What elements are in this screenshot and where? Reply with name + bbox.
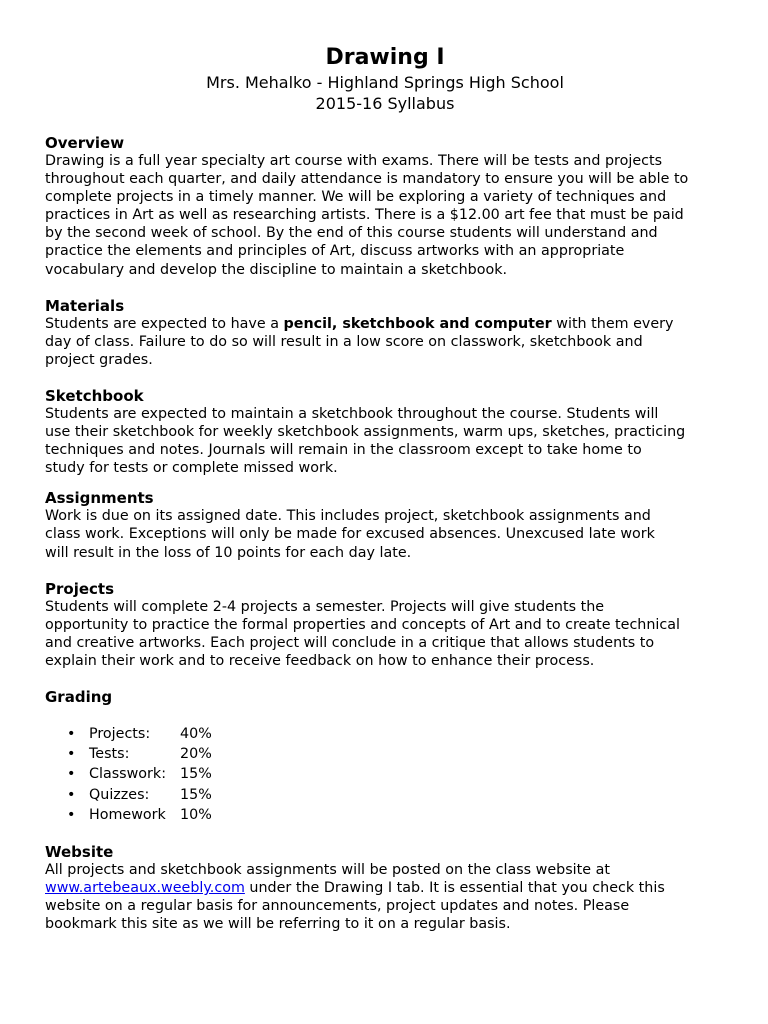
projects-heading: Projects: [45, 579, 115, 598]
overview-text: Drawing is a full year specialty art course with exams. There will be tests and projects throughout each quarter, and daily attendance is mandatory to ensure you will be able to complete projects in a timely manner. We will be exploring a variety of techniques and practices in Art as well as researching artists. There is a $12.00 art fee that must be paid by the second week of school. By the end of this course students will understand and practice the elements and principles of Art, discuss artworks with an appropriate vocabulary and develop the discipline to maintain a sketchbook.: [45, 153, 689, 278]
materials-section: [45, 297, 735, 369]
grading-value: 10%: [180, 806, 212, 823]
materials-text: [45, 315, 735, 369]
website-section: [45, 843, 735, 933]
grading-value: 15%: [180, 766, 212, 783]
grading-label: Projects:: [89, 725, 151, 742]
assignments-text: Work is due on its assigned date. This includes project, sketchbook assignments and class work. Exceptions will only be made for excused absences. Unexcused late work will result in the loss of 10 points for each day late.: [45, 508, 655, 561]
sketchbook-section: [45, 387, 735, 477]
grading-value: 15%: [180, 786, 212, 803]
website-text-rest: under the Drawing I tab. It is essential that you check this website on a regular basis for announcements, project updates and notes. Please bookmark this site as we will be referring to it on a regular basis.: [45, 880, 665, 933]
grading-label: Quizzes:: [89, 786, 150, 803]
bullet-icon: •: [67, 725, 76, 742]
grading-section: [45, 688, 735, 825]
materials-text-end: with them every day of class. Failure to do so will result in a low score on classwork, sketchbook and project grades.: [45, 315, 674, 368]
grading-item-quizzes: [67, 785, 735, 805]
assignments-heading: Assignments: [45, 489, 154, 508]
materials-text-start: Students are expected to have a: [45, 315, 284, 332]
website-heading: Website: [45, 842, 114, 861]
overview-heading: Overview: [45, 134, 125, 152]
sketchbook-text: Students are expected to maintain a sketchbook throughout the course. Students will use their sketchbook for weekly sketchbook assignments, warm ups, sketches, practicing techniques and notes. Journals will remain in the classroom except to take home to study for tests or complete missed work.: [45, 405, 686, 477]
sketchbook-heading: Sketchbook: [45, 386, 144, 405]
website-text: [45, 861, 735, 933]
grading-item-classwork: [67, 764, 735, 784]
grading-item-projects: [67, 724, 735, 744]
class-website-link[interactable]: www.artebeaux.weebly.com: [45, 880, 245, 897]
grading-value: 20%: [180, 746, 212, 763]
bullet-icon: •: [67, 766, 76, 783]
grading-heading: Grading: [45, 687, 113, 706]
materials-heading: Materials: [45, 296, 125, 315]
website-text-line1: All projects and sketchbook assignments will be posted on the class website at: [45, 861, 610, 878]
projects-text: Students will complete 2-4 projects a semester. Projects will give students the opportunity to practice the formal properties and concepts of Art and to create technical and creative artworks. Each project will conclude in a critique that allows students to explain their work and to receive feedback on how to enhance their process.: [45, 598, 680, 669]
syllabus-year-line: 2015-16 Syllabus: [315, 94, 455, 113]
grading-label: Homework: [89, 806, 166, 823]
grading-item-tests: [67, 744, 735, 764]
grading-value: 40%: [180, 725, 212, 742]
grading-item-homework: [67, 805, 735, 825]
materials-required-items: pencil, sketchbook and computer: [283, 315, 552, 332]
projects-section: [45, 580, 735, 670]
grading-label: Classwork:: [89, 766, 167, 783]
grading-label: Tests:: [89, 746, 130, 763]
assignments-section: [45, 489, 735, 561]
overview-section: [45, 134, 735, 279]
document-header: [45, 44, 725, 114]
syllabus-page: [45, 44, 735, 933]
bullet-icon: •: [67, 746, 76, 763]
bullet-icon: •: [67, 806, 76, 823]
bullet-icon: •: [67, 786, 76, 803]
document-title: Drawing I: [325, 45, 445, 70]
grading-list: [45, 724, 735, 825]
teacher-school-line: Mrs. Mehalko - Highland Springs High School: [206, 73, 564, 92]
